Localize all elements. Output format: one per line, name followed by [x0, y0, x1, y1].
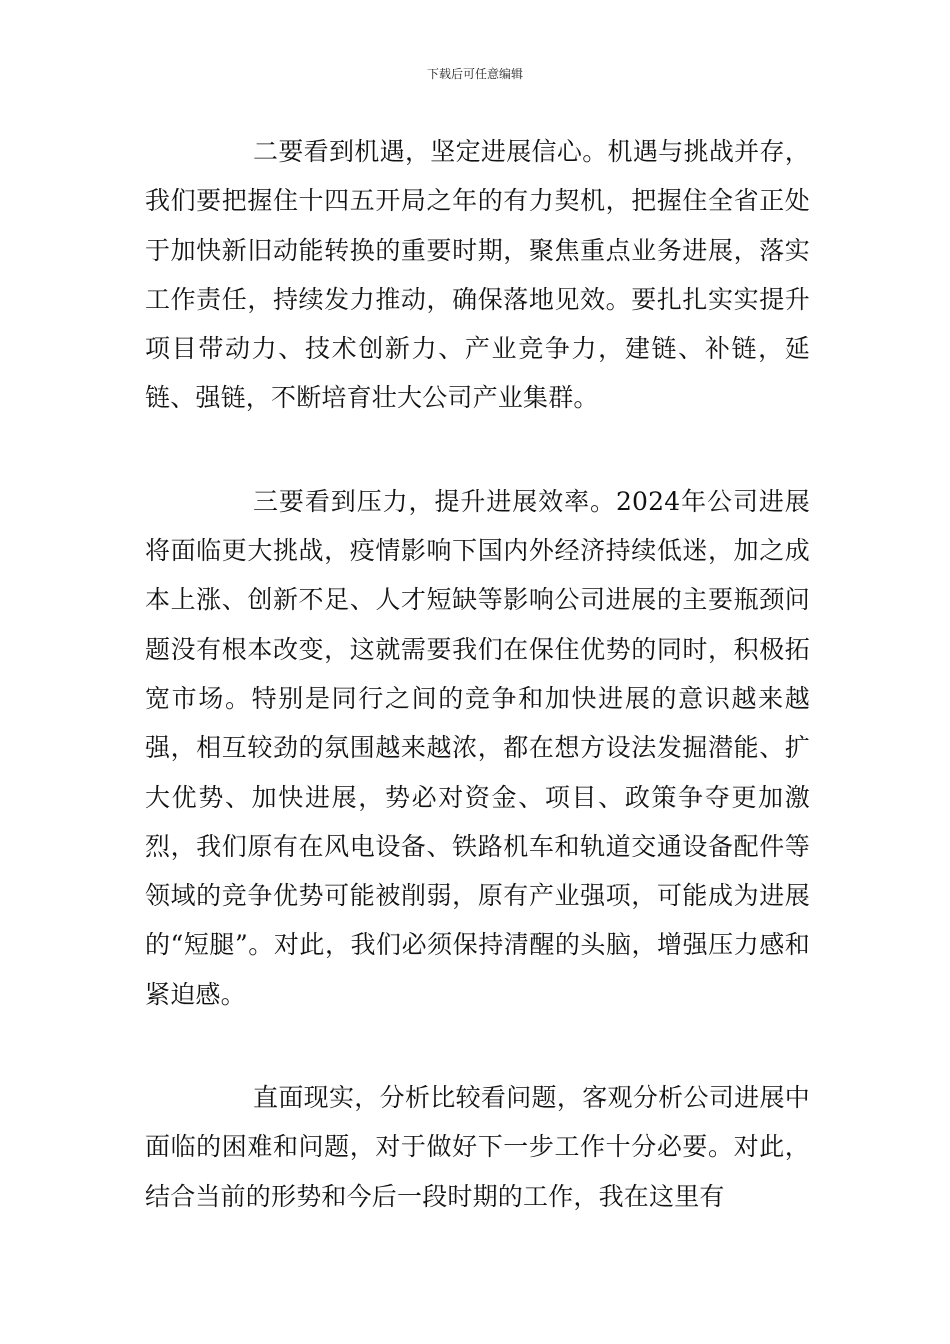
- paragraph-opportunity: 二要看到机遇，坚定进展信心。机遇与挑战并存，我们要把握住十四五开局之年的有力契机，把握住全省正处于加快新旧动能转换的重要时期，聚焦重点业务进展，落实工作责任，持续发力推动，确保落地见效。要扎扎实实提升项目带动力、技术创新力、产业竞争力，建链、补链，延链、强链，不断培育壮大公司产业集群。: [145, 137, 810, 413]
- page-header: 下载后可任意编辑: [426, 67, 523, 81]
- paragraph-pressure: 三要看到压力，提升进展效率。2024年公司进展将面临更大挑战，疫情影响下国内外经济持续低迷，加之成本上涨、创新不足、人才短缺等影响公司进展的主要瓶颈问题没有根本改变，这就需要我们在保住优势的同时，积极拓宽市场。特别是同行之间的竞争和加快进展的意识越来越强，相互较劲的氛围越来越浓，都在想方设法发掘潜能、扩大优势、加快进展，势必对资金、项目、政策争夺更加激烈，我们原有在风电设备、铁路机车和轨道交通设备配件等领域的竞争优势可能被削弱，原有产业强项，可能成为进展的“短腿”。对此，我们必须保持清醒的头脑，增强压力感和紧迫感。: [145, 486, 810, 1009]
- document-body: [145, 127, 810, 1221]
- paragraph-reality: 直面现实，分析比较看问题，客观分析公司进展中面临的困难和问题，对于做好下一步工作十分必要。对此，结合当前的形势和今后一段时期的工作，我在这里有: [145, 1083, 810, 1211]
